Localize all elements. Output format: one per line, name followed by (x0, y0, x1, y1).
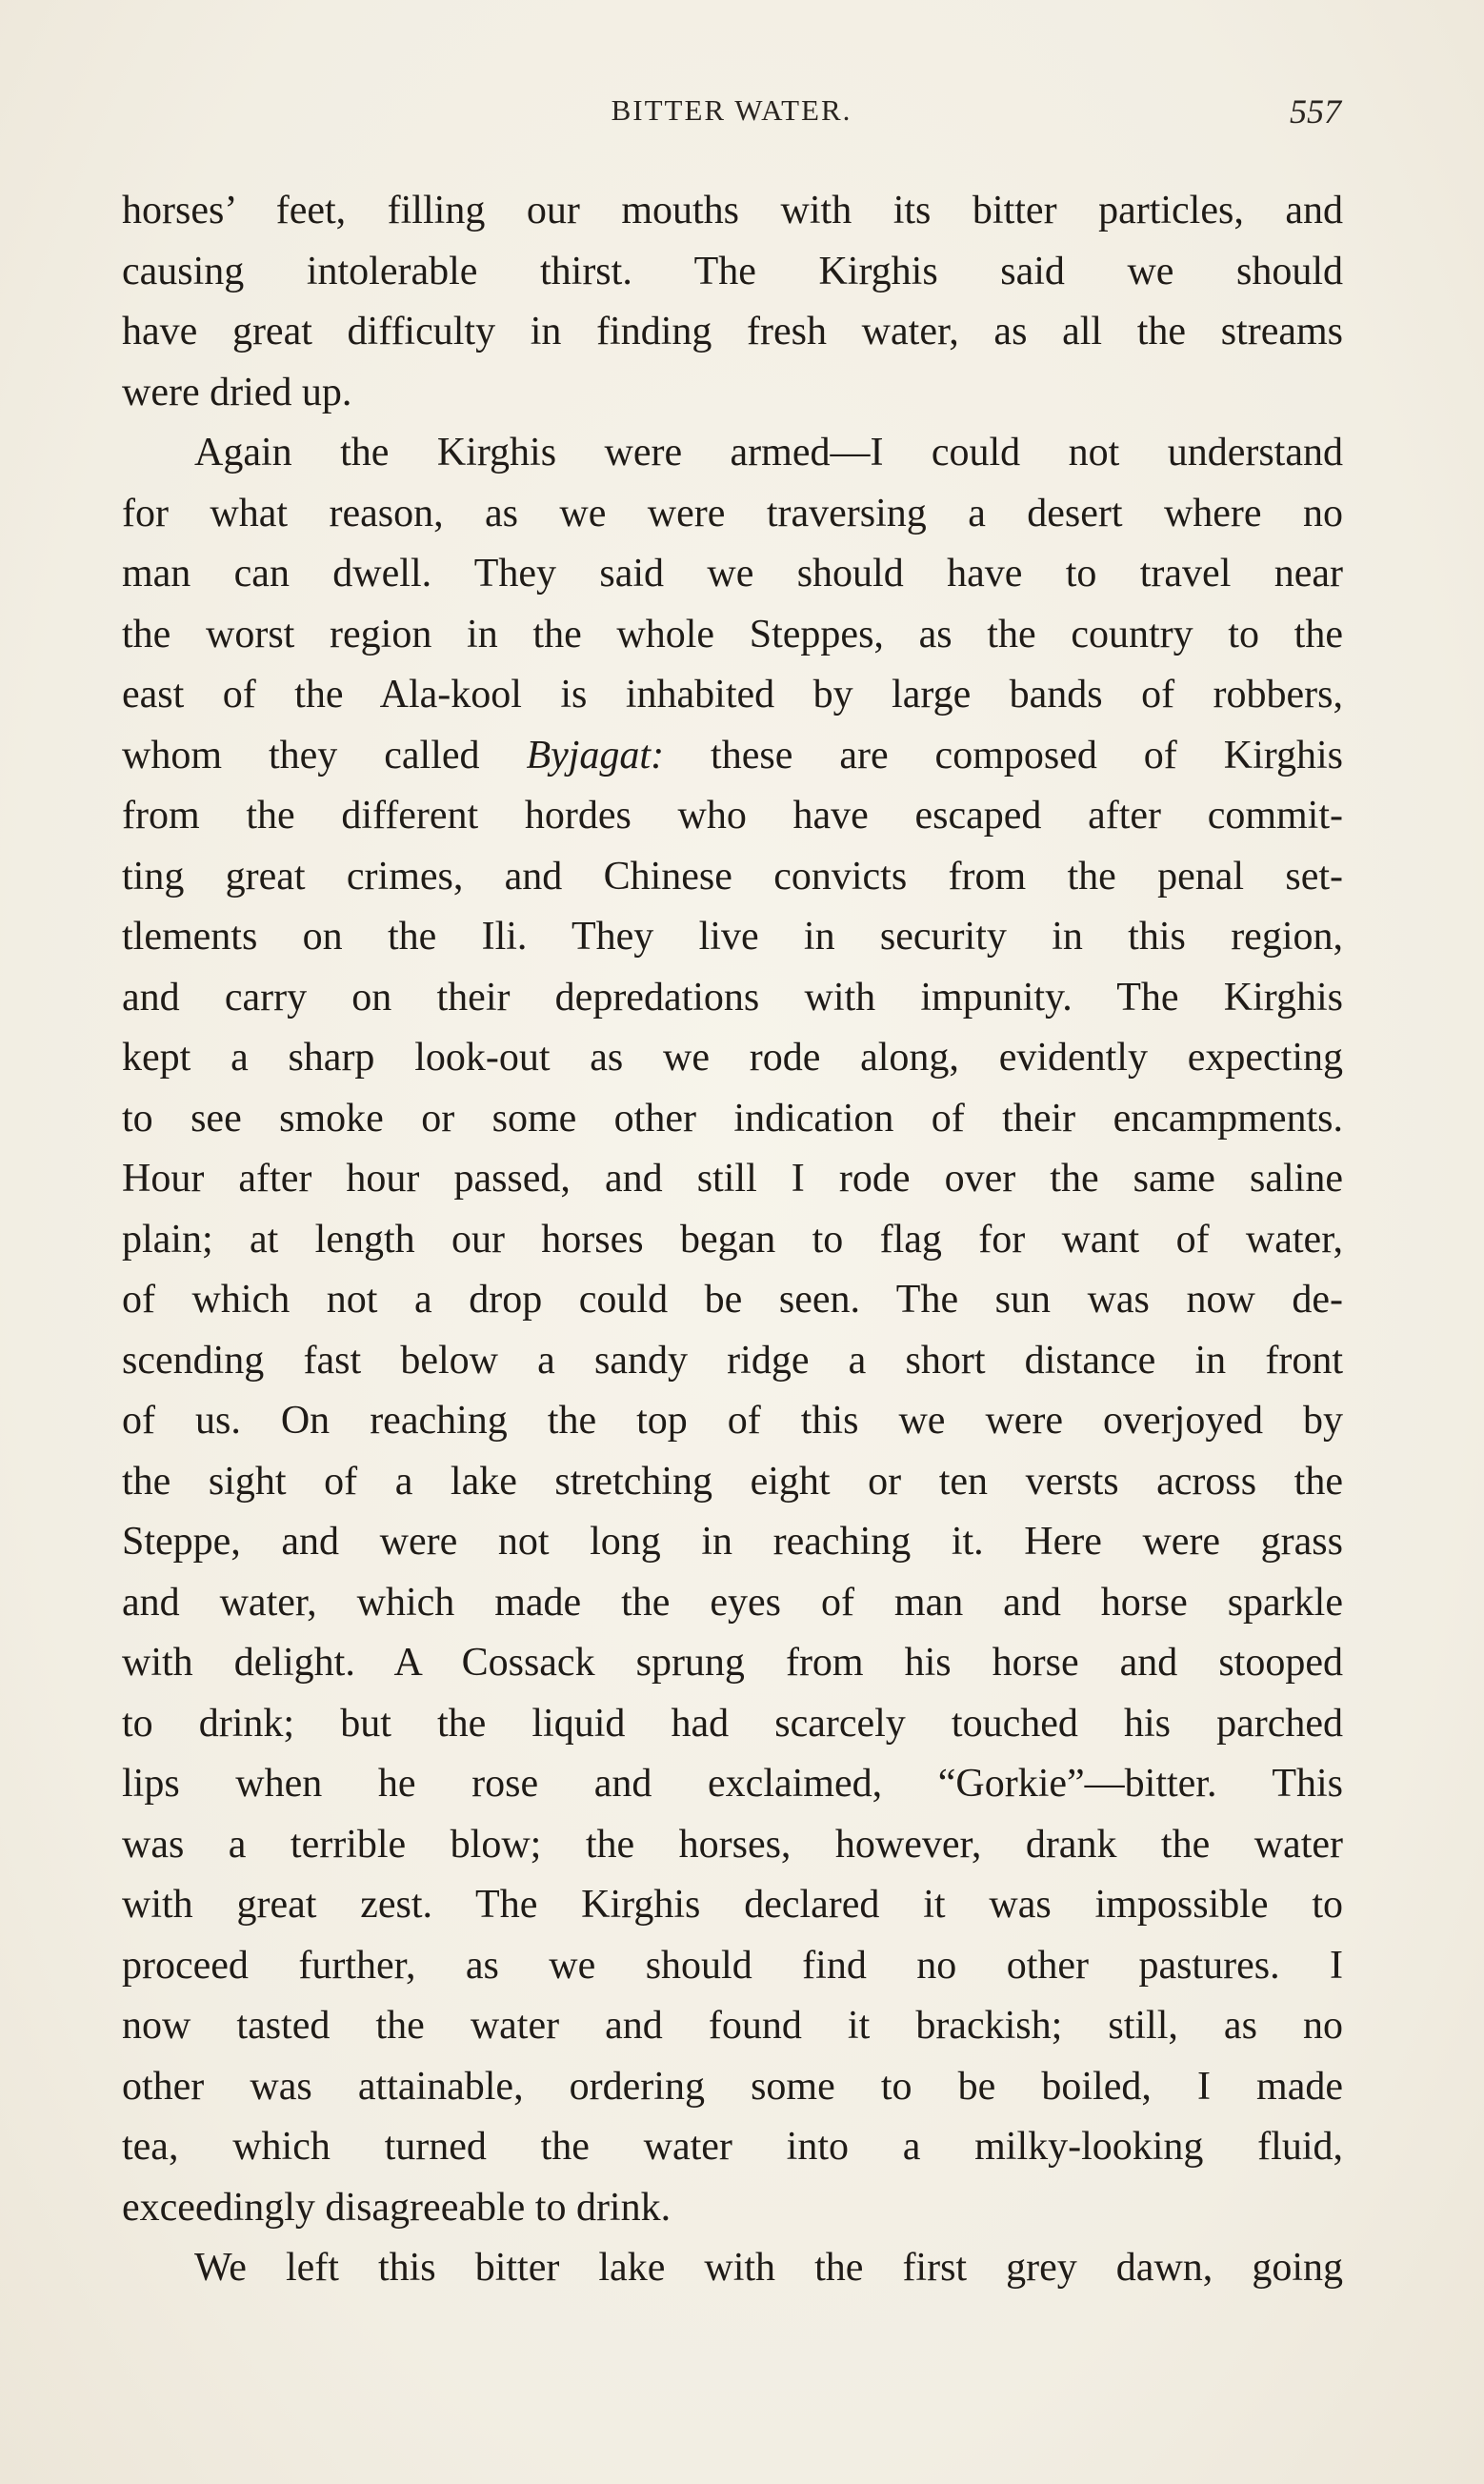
text-line: other was attainable, ordering some to be boiled, I made (122, 2064, 1343, 2109)
text-line: have great difficulty in finding fresh water, as all the streams (122, 310, 1343, 353)
text-line: of us. On reaching the top of this we were overjoyed by (122, 1399, 1343, 1443)
text-line: kept a sharp look-out as we rode along, evidently expecting (122, 1036, 1343, 1080)
text-line: with great zest. The Kirghis declared it was impossible to (122, 1883, 1343, 1927)
text-line: now tasted the water and found it brackish; still, as no (122, 2004, 1343, 2048)
page-number: 557 (1290, 92, 1341, 131)
text-line: of which not a drop could be seen. The sun was now de- (122, 1278, 1343, 1322)
text-line: the sight of a lake stretching eight or ten versts across the (122, 1459, 1343, 1504)
text-line: and water, which made the eyes of man and horse sparkle (122, 1580, 1343, 1625)
text-line: causing intolerable thirst. The Kirghis said we should (122, 249, 1343, 293)
text-line: east of the Ala-kool is inhabited by large bands of robbers, (122, 673, 1343, 717)
text-line: man can dwell. They said we should have to travel near (122, 552, 1343, 596)
text-line: and carry on their depredations with impunity. The Kirghis (122, 975, 1343, 1020)
paragraph-start-line: Again the Kirghis were armed—I could not understand (194, 431, 1343, 475)
text-line: proceed further, as we should find no other pastures. I (122, 1943, 1343, 1988)
text-line-with-italic (122, 726, 1343, 787)
text-line: exceedingly disagreeable to drink. (122, 2185, 672, 2230)
text-line: Steppe, and were not long in reaching it. Here were grass (122, 1520, 1343, 1564)
paragraph-start-line: We left this bitter lake with the first grey dawn, going (194, 2246, 1343, 2290)
text-line: to drink; but the liquid had scarcely touched his parched (122, 1701, 1343, 1746)
page-header (122, 93, 1341, 141)
text-segment: these are composed of Kirghis (664, 733, 1343, 778)
text-line: the worst region in the whole Steppes, as the country to the (122, 612, 1343, 656)
text-segment: whom they called (122, 733, 527, 778)
running-title: BITTER WATER. (611, 93, 852, 127)
text-line: with delight. A Cossack sprung from his horse and stooped (122, 1641, 1343, 1685)
text-line: tlements on the Ili. They live in security in this region, (122, 915, 1343, 959)
text-line: plain; at length our horses began to flag for want of water, (122, 1217, 1343, 1262)
text-line: scending fast below a sandy ridge a short distance in front (122, 1338, 1343, 1383)
text-line: was a terrible blow; the horses, however, drank the water (122, 1822, 1343, 1867)
text-line: ting great crimes, and Chinese convicts from the penal set- (122, 854, 1343, 899)
body-text (122, 181, 1343, 2299)
text-line: lips when he rose and exclaimed, “Gorkie”—bitter. This (122, 1762, 1343, 1806)
text-line: tea, which turned the water into a milky-looking fluid, (122, 2125, 1343, 2169)
text-line: Hour after hour passed, and still I rode over the same saline (122, 1157, 1343, 1201)
italic-term: Byjagat: (526, 733, 665, 778)
text-line: to see smoke or some other indication of their encampments. (122, 1096, 1343, 1141)
text-line: were dried up. (122, 370, 352, 414)
text-line: from the different hordes who have escaped after commit- (122, 794, 1343, 838)
text-line: horses’ feet, filling our mouths with its bitter particles, and (122, 189, 1343, 232)
text-line: for what reason, as we were traversing a desert where no (122, 491, 1343, 535)
